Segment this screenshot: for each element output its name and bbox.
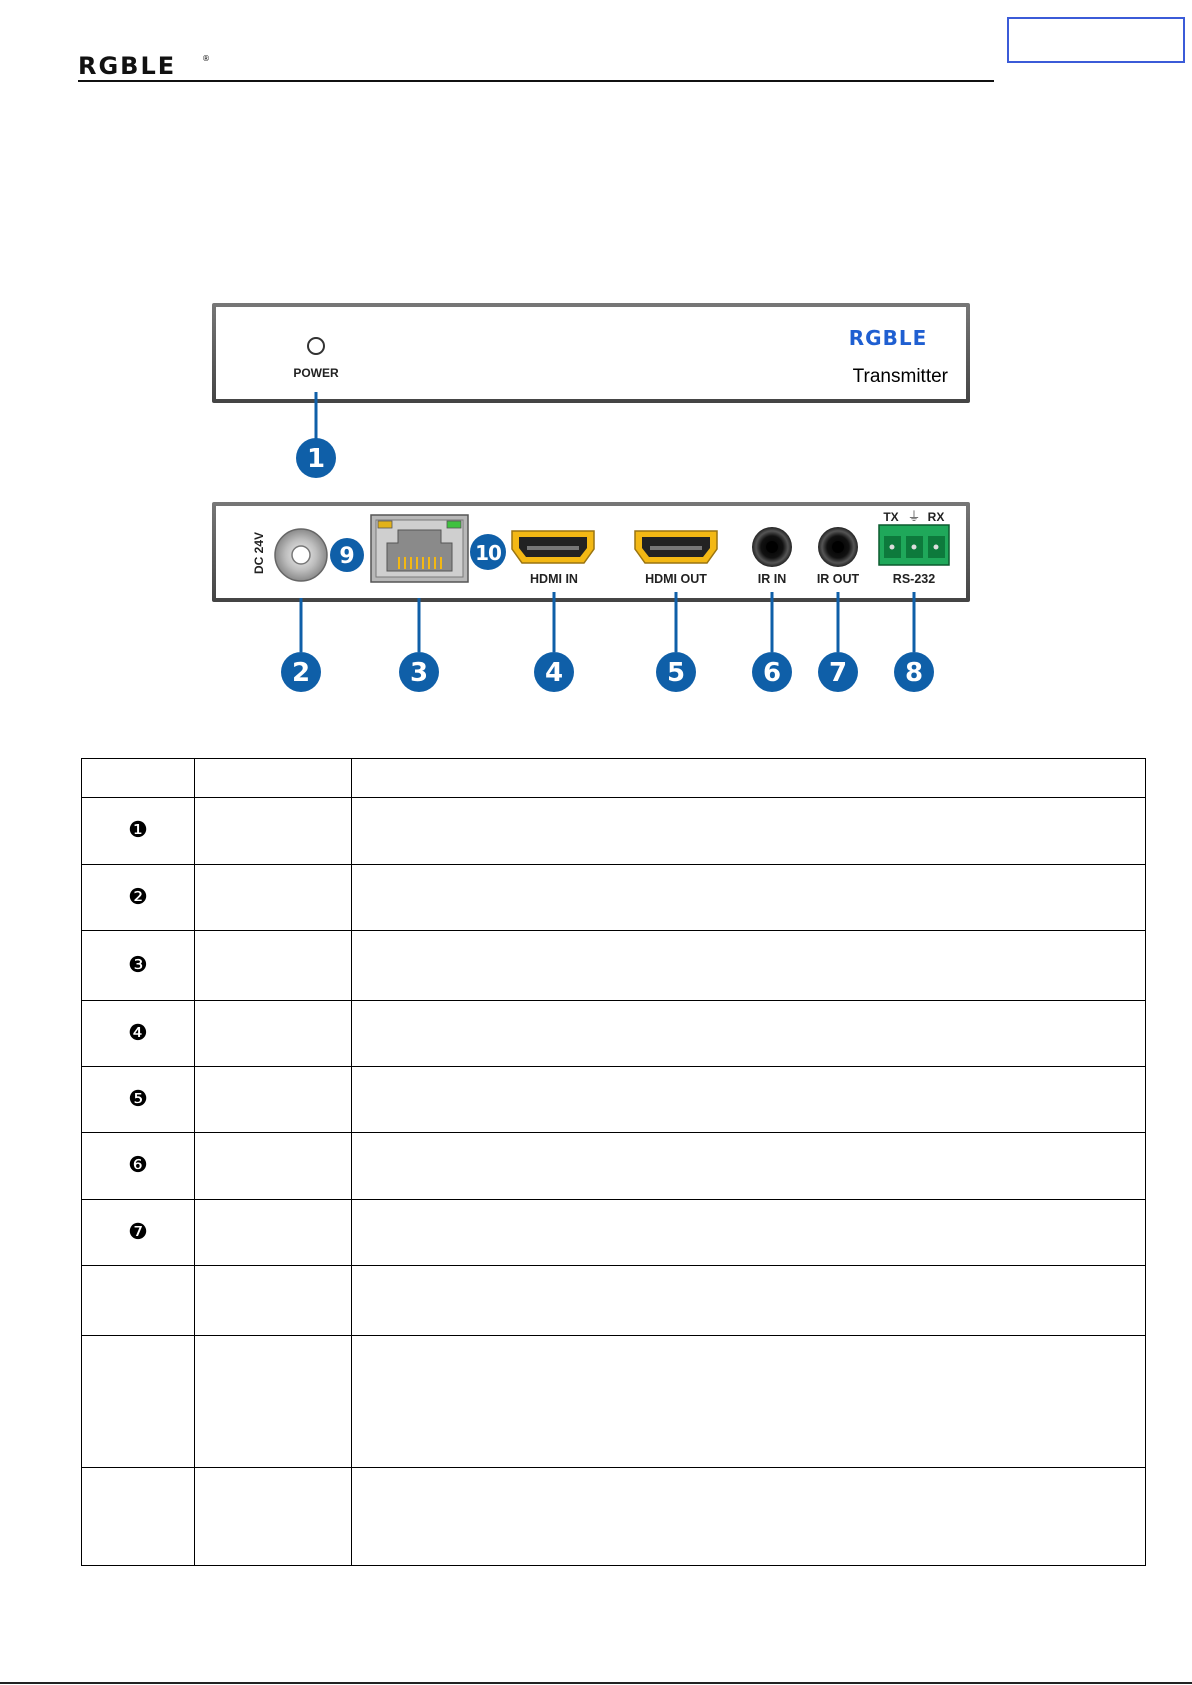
table-row	[82, 1001, 1146, 1067]
row-description	[352, 1067, 1146, 1133]
brand-logo-text: RGBLE	[78, 52, 177, 80]
row-number: ❹	[128, 1020, 148, 1046]
ir-in-jack[interactable]	[752, 527, 792, 567]
row-name	[195, 931, 352, 1001]
power-label: POWER	[293, 366, 339, 380]
row-name	[195, 1336, 352, 1468]
header-number	[82, 759, 195, 798]
row-name	[195, 865, 352, 931]
row-description	[352, 1266, 1146, 1336]
table-row	[82, 1336, 1146, 1468]
dc-power-jack[interactable]	[275, 529, 327, 581]
row-number: ❶	[128, 818, 148, 843]
callout-4	[534, 652, 574, 692]
rs232-label: RS-232	[892, 572, 936, 586]
callout-9-number: 9	[339, 544, 355, 569]
header-description	[352, 759, 1146, 798]
dc-label: DC 24V	[252, 531, 266, 575]
row-number-cell	[82, 1336, 195, 1468]
row-name	[195, 1133, 352, 1200]
hdmi-out-port[interactable]	[635, 531, 717, 563]
table-header-row	[82, 759, 1146, 798]
row-name	[195, 1001, 352, 1067]
row-description	[352, 1001, 1146, 1067]
row-name	[195, 798, 352, 865]
port-description-table	[81, 758, 1146, 1566]
row-number-cell	[82, 1001, 195, 1067]
callout-7-number: 7	[828, 658, 848, 688]
row-number-cell	[82, 1266, 195, 1336]
row-description	[352, 1468, 1146, 1566]
row-number-cell	[82, 931, 195, 1001]
table-row	[82, 798, 1146, 865]
rj45-yellow-led	[378, 521, 392, 528]
callout-9	[330, 538, 364, 572]
row-name	[195, 1067, 352, 1133]
callout-8	[894, 652, 934, 692]
rs232-terminal[interactable]	[879, 525, 949, 565]
registered-mark: ®	[202, 54, 210, 63]
rear-panel	[212, 502, 970, 602]
row-number: ❻	[128, 1153, 148, 1178]
row-number-cell	[82, 1133, 195, 1200]
row-description	[352, 1200, 1146, 1266]
rj45-port[interactable]	[371, 515, 468, 582]
device-figure	[0, 0, 1192, 720]
table-row	[82, 1133, 1146, 1200]
row-number-cell	[82, 1067, 195, 1133]
callout-5-number: 5	[666, 658, 686, 688]
rx-label: RX	[927, 510, 945, 524]
footer-rule	[0, 1682, 1192, 1684]
row-number-cell	[82, 865, 195, 931]
table-row	[82, 1468, 1146, 1566]
callout-7	[818, 652, 858, 692]
callout-4-number: 4	[544, 658, 564, 688]
table-row	[82, 1266, 1146, 1336]
row-description	[352, 931, 1146, 1001]
callout-8-number: 8	[904, 658, 924, 688]
callout-10	[470, 534, 506, 570]
row-number: ❼	[128, 1219, 148, 1245]
table-row	[82, 1067, 1146, 1133]
row-number: ❺	[128, 1086, 148, 1112]
header-name	[195, 759, 352, 798]
callout-1	[296, 438, 336, 478]
device-type-label: Transmitter	[852, 366, 948, 387]
ground-symbol: ⏚	[907, 510, 921, 525]
callout-3	[399, 652, 439, 692]
row-description	[352, 865, 1146, 931]
hdmi-in-port[interactable]	[512, 531, 594, 563]
ir-in-label: IR IN	[757, 572, 787, 586]
callout-1-number: 1	[306, 444, 326, 474]
callout-3-number: 3	[409, 658, 429, 688]
callout-5	[656, 652, 696, 692]
callout-2	[281, 652, 321, 692]
row-number: ❸	[128, 952, 148, 978]
hdmi-out-label: HDMI OUT	[645, 572, 707, 586]
row-number-cell	[82, 1200, 195, 1266]
row-name	[195, 1468, 352, 1566]
row-description	[352, 798, 1146, 865]
ir-out-jack[interactable]	[818, 527, 858, 567]
row-number: ❷	[128, 884, 148, 910]
hdmi-in-label: HDMI IN	[530, 572, 578, 586]
table-row	[82, 1200, 1146, 1266]
callout-2-number: 2	[291, 658, 311, 688]
callout-6	[752, 652, 792, 692]
ir-out-label: IR OUT	[816, 572, 860, 586]
row-name	[195, 1200, 352, 1266]
front-brand-logo: RGBLE	[848, 326, 928, 350]
row-name	[195, 1266, 352, 1336]
table-row	[82, 931, 1146, 1001]
row-description	[352, 1133, 1146, 1200]
row-number-cell	[82, 1468, 195, 1566]
callout-6-number: 6	[762, 658, 782, 688]
row-number-cell	[82, 798, 195, 865]
rj45-green-led	[447, 521, 461, 528]
front-panel	[212, 303, 970, 403]
row-description	[352, 1336, 1146, 1468]
callout-10-number: 10	[475, 541, 501, 565]
power-led	[308, 338, 324, 354]
table-row	[82, 865, 1146, 931]
tx-label: TX	[883, 510, 899, 524]
